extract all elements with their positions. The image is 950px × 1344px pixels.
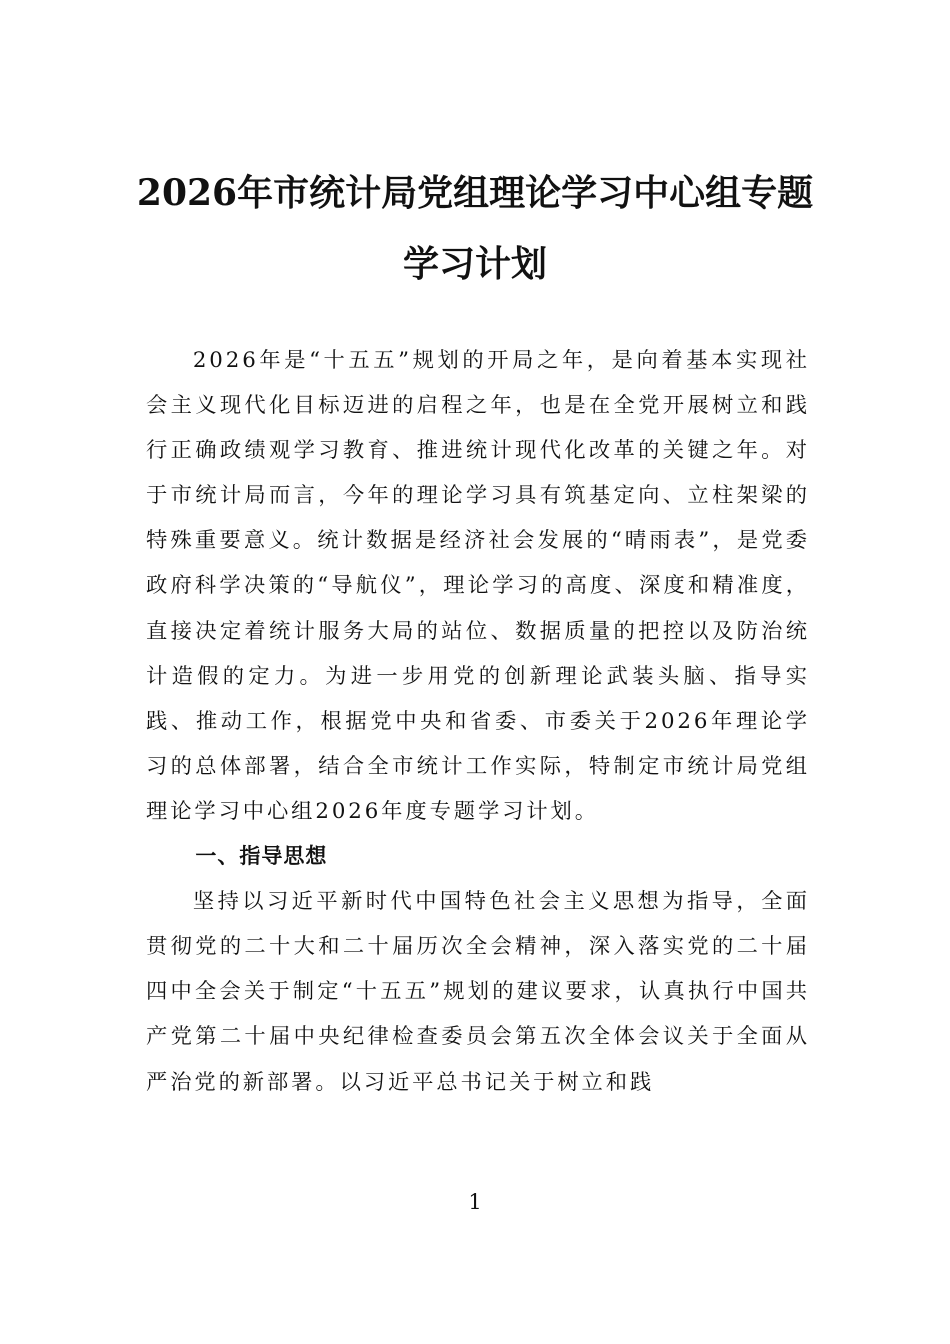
section-heading-guiding-ideology: 一、指导思想 bbox=[195, 844, 328, 869]
document-title-line-2: 学习计划 bbox=[402, 243, 547, 285]
guiding-ideology-paragraph: 坚持以习近平新时代中国特色社会主义思想为指导，全面贯彻党的二十大和二十届历次全会精神，深入落实党的二十届四中全会关于制定“十五五”规划的建议要求，认真执行中国共产党第二十届中央纪律检查委员会第五次全体会议关于全面从严治党的新部署。以习近平总书记关于树立和践 bbox=[146, 889, 810, 1095]
page-number: 1 bbox=[468, 1190, 482, 1214]
intro-paragraph: 2026年是“十五五”规划的开局之年，是向着基本实现社会主义现代化目标迈进的启程之年，也是在全党开展树立和践行正确政绩观学习教育、推进统计现代化改革的关键之年。对于市统计局而言，今年的理论学习具有筑基定向、立柱架梁的特殊重要意义。统计数据是经济社会发展的“晴雨表”，是党委政府科学决策的“导航仪”，理论学习的高度、深度和精准度，直接决定着统计服务大局的站位、数据质量的把控以及防治统计造假的定力。为进一步用党的创新理论武装头脑、指导实践、推动工作，根据党中央和省委、市委关于2026年理论学习的总体部署，结合全市统计工作实际，特制定市统计局党组理论学习中心组2026年度专题学习计划。 bbox=[146, 348, 810, 824]
document-title-line-1: 2026年市统计局党组理论学习中心组专题 bbox=[136, 172, 814, 214]
document-body bbox=[146, 338, 810, 1105]
